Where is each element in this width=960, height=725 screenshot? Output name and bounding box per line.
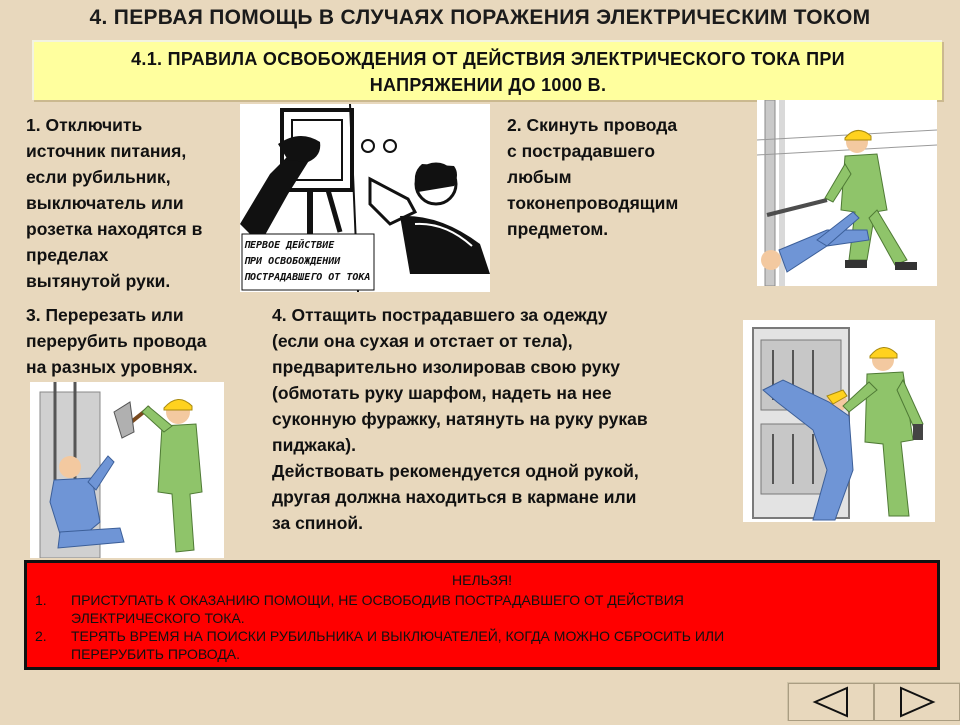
cut-wires-illustration (30, 382, 224, 558)
warning-item-number: 2. (35, 628, 47, 644)
warning-box (24, 560, 940, 670)
section-subtitle (32, 40, 942, 100)
warning-item-line: ПРИСТУПАТЬ К ОКАЗАНИЮ ПОМОЩИ, НЕ ОСВОБОДИВ ПОСТРАДАВШЕГО ОТ ДЕЙСТВИЯ (71, 592, 684, 608)
next-slide-button[interactable] (874, 683, 960, 721)
remove-wires-illustration (757, 100, 937, 286)
caption-line-1: ПЕРВОЕ ДЕЙСТВИЕ (244, 240, 335, 251)
warning-item (27, 591, 937, 627)
warning-item (27, 627, 937, 663)
caption-line-2: ПРИ ОСВОБОЖДЕНИИ (244, 256, 341, 267)
warning-item-line: ПЕРЕРУБИТЬ ПРОВОДА. (71, 646, 241, 662)
drag-victim-illustration (743, 320, 935, 522)
prev-slide-button[interactable] (788, 683, 874, 721)
remove-wires-drawing (757, 100, 937, 286)
warning-list (27, 591, 937, 663)
step-3-text: 3. Перерезать или перерубить провода на разных уровнях. (26, 305, 207, 377)
warning-item-line: ЭЛЕКТРИЧЕСКОГО ТОКА. (71, 610, 245, 626)
subtitle-line-1: 4.1. ПРАВИЛА ОСВОБОЖДЕНИЯ ОТ ДЕЙСТВИЯ ЭЛЕКТРИЧЕСКОГО ТОКА ПРИ (131, 49, 845, 69)
warning-heading: НЕЛЬЗЯ! (452, 572, 512, 588)
slide-navigation (787, 682, 960, 721)
step-2-text: 2. Скинуть провода с пострадавшего любым токонепроводящим предметом. (507, 115, 679, 239)
drag-victim-drawing (743, 320, 935, 522)
illustration-caption (244, 238, 374, 286)
warning-item-number: 1. (35, 592, 47, 608)
subtitle-line-2: НАПРЯЖЕНИИ ДО 1000 В. (369, 75, 607, 95)
triangle-right-icon (875, 684, 959, 720)
warning-item-line: ТЕРЯТЬ ВРЕМЯ НА ПОИСКИ РУБИЛЬНИКА И ВЫКЛЮЧАТЕЛЕЙ, КОГДА МОЖНО СБРОСИТЬ ИЛИ (71, 628, 725, 644)
step-4-text: 4. Оттащить пострадавшего за одежду (если она сухая и отстает от тела), предварительно изолировав свою руку (обмотать руку шарфом, надеть на нее суконную фуражку, натянуть на руку рукав пиджака). Действовать рекомендуется одной рукой, другая должна находиться в кармане или за спиной. (272, 305, 648, 533)
page-title: 4. ПЕРВАЯ ПОМОЩЬ В СЛУЧАЯХ ПОРАЖЕНИЯ ЭЛЕКТРИЧЕСКИМ ТОКОМ (89, 6, 871, 29)
caption-line-3: ПОСТРАДАВШЕГО ОТ ТОКА (244, 272, 371, 283)
cut-wires-drawing (30, 382, 224, 558)
triangle-left-icon (789, 684, 873, 720)
step-1-text: 1. Отключить источник питания, если рубильник, выключатель или розетка находятся в пределах вытянутой руки. (26, 115, 203, 291)
switch-off-illustration (240, 104, 490, 292)
